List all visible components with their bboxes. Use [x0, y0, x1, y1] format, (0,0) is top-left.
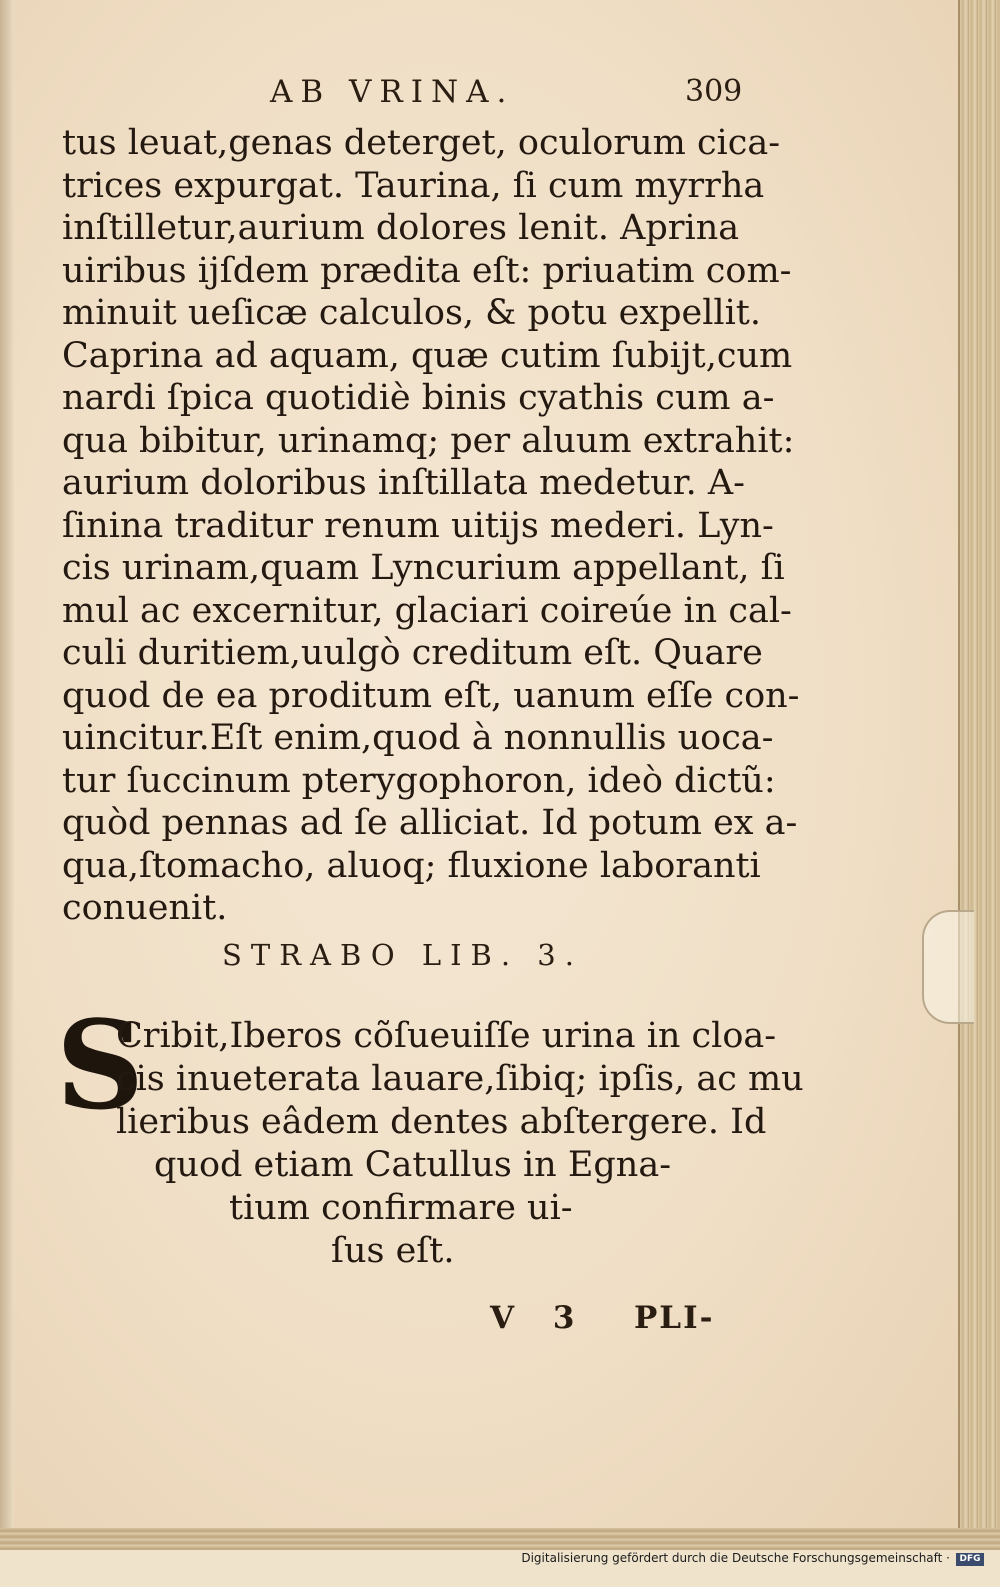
text-line: mul ac excernitur, glaciari coireúe in cal-: [62, 590, 792, 631]
text-line: quòd pennas ad ſe alliciat. Id potum ex a-: [62, 803, 798, 843]
dfg-logo: DFG: [956, 1553, 984, 1566]
quote-line: tium confirmare ui-: [229, 1188, 573, 1228]
signature-mark: V 3: [490, 1300, 589, 1336]
quote-line: quod etiam Catullus in Egna-: [154, 1145, 672, 1185]
text-line: uincitur.Eſt enim,quod à nonnullis uoca-: [62, 718, 774, 758]
page-gutter: [0, 0, 14, 1548]
page-edge-bottom: [0, 1528, 1000, 1550]
quote-line: Cribit,Iberos cõſueuiſſe urina in cloa-: [116, 1016, 777, 1056]
decorated-initial: S: [56, 993, 145, 1137]
page-number: 309: [685, 74, 743, 109]
text-line: aurium doloribus inſtillata medetur. A-: [62, 463, 746, 503]
text-line: uiribus ijſdem prædita eſt: priuatim com-: [62, 250, 792, 291]
digitization-credit: Digitalisierung gefördert durch die Deutsche Forschungsgemeinschaft ·: [521, 1551, 950, 1565]
text-line: trices expurgat. Taurina, ſi cum myrrha: [62, 165, 765, 206]
text-line: tus leuat,genas deterget, oculorum cica-: [62, 123, 781, 163]
text-line: conuenit.: [62, 888, 228, 928]
text-line: cis urinam,quam Lyncurium appellant, ſi: [62, 548, 785, 588]
text-line: Caprina ad aquam, quæ cutim ſubijt,cum: [62, 335, 793, 376]
catchword: PLI-: [634, 1300, 715, 1336]
text-line: quod de ea proditum eſt, uanum eſſe con-: [62, 675, 800, 716]
page-clip: [922, 910, 974, 1024]
text-line: inſtilletur,aurium dolores lenit. Aprina: [62, 208, 740, 248]
page-header: [60, 70, 743, 120]
text-line: qua bibitur, urinamq; per aluum extrahit:: [62, 420, 795, 461]
main-text: [62, 122, 800, 930]
text-line: qua,ſtomacho, aluoq; fluxione laboranti: [62, 845, 761, 886]
section-heading: STRABO LIB. 3.: [222, 938, 583, 972]
text-line: tur ſuccinum pterygophoron, ideò dictũ:: [62, 760, 776, 801]
text-line: ſinina traditur renum uitijs mederi. Lyn-: [62, 505, 774, 546]
text-line: minuit ueſicæ calculos, & potu expellit.: [62, 293, 761, 333]
quote-line: cis inueterata lauare,ſibiq; ipſis, ac mu: [116, 1059, 804, 1099]
quote-line: ſus eſt.: [331, 1231, 455, 1271]
quote-text: [116, 1015, 804, 1273]
quote-line: lieribus eâdem dentes abſtergere. Id: [116, 1102, 767, 1142]
text-line: nardi ſpica quotidiè binis cyathis cum a-: [62, 378, 775, 418]
text-line: culi duritiem,uulgò creditum eſt. Quare: [62, 633, 763, 673]
running-head: AB VRINA.: [270, 74, 515, 110]
page-footer: [490, 1300, 750, 1340]
page-edge-right: [958, 0, 1000, 1548]
